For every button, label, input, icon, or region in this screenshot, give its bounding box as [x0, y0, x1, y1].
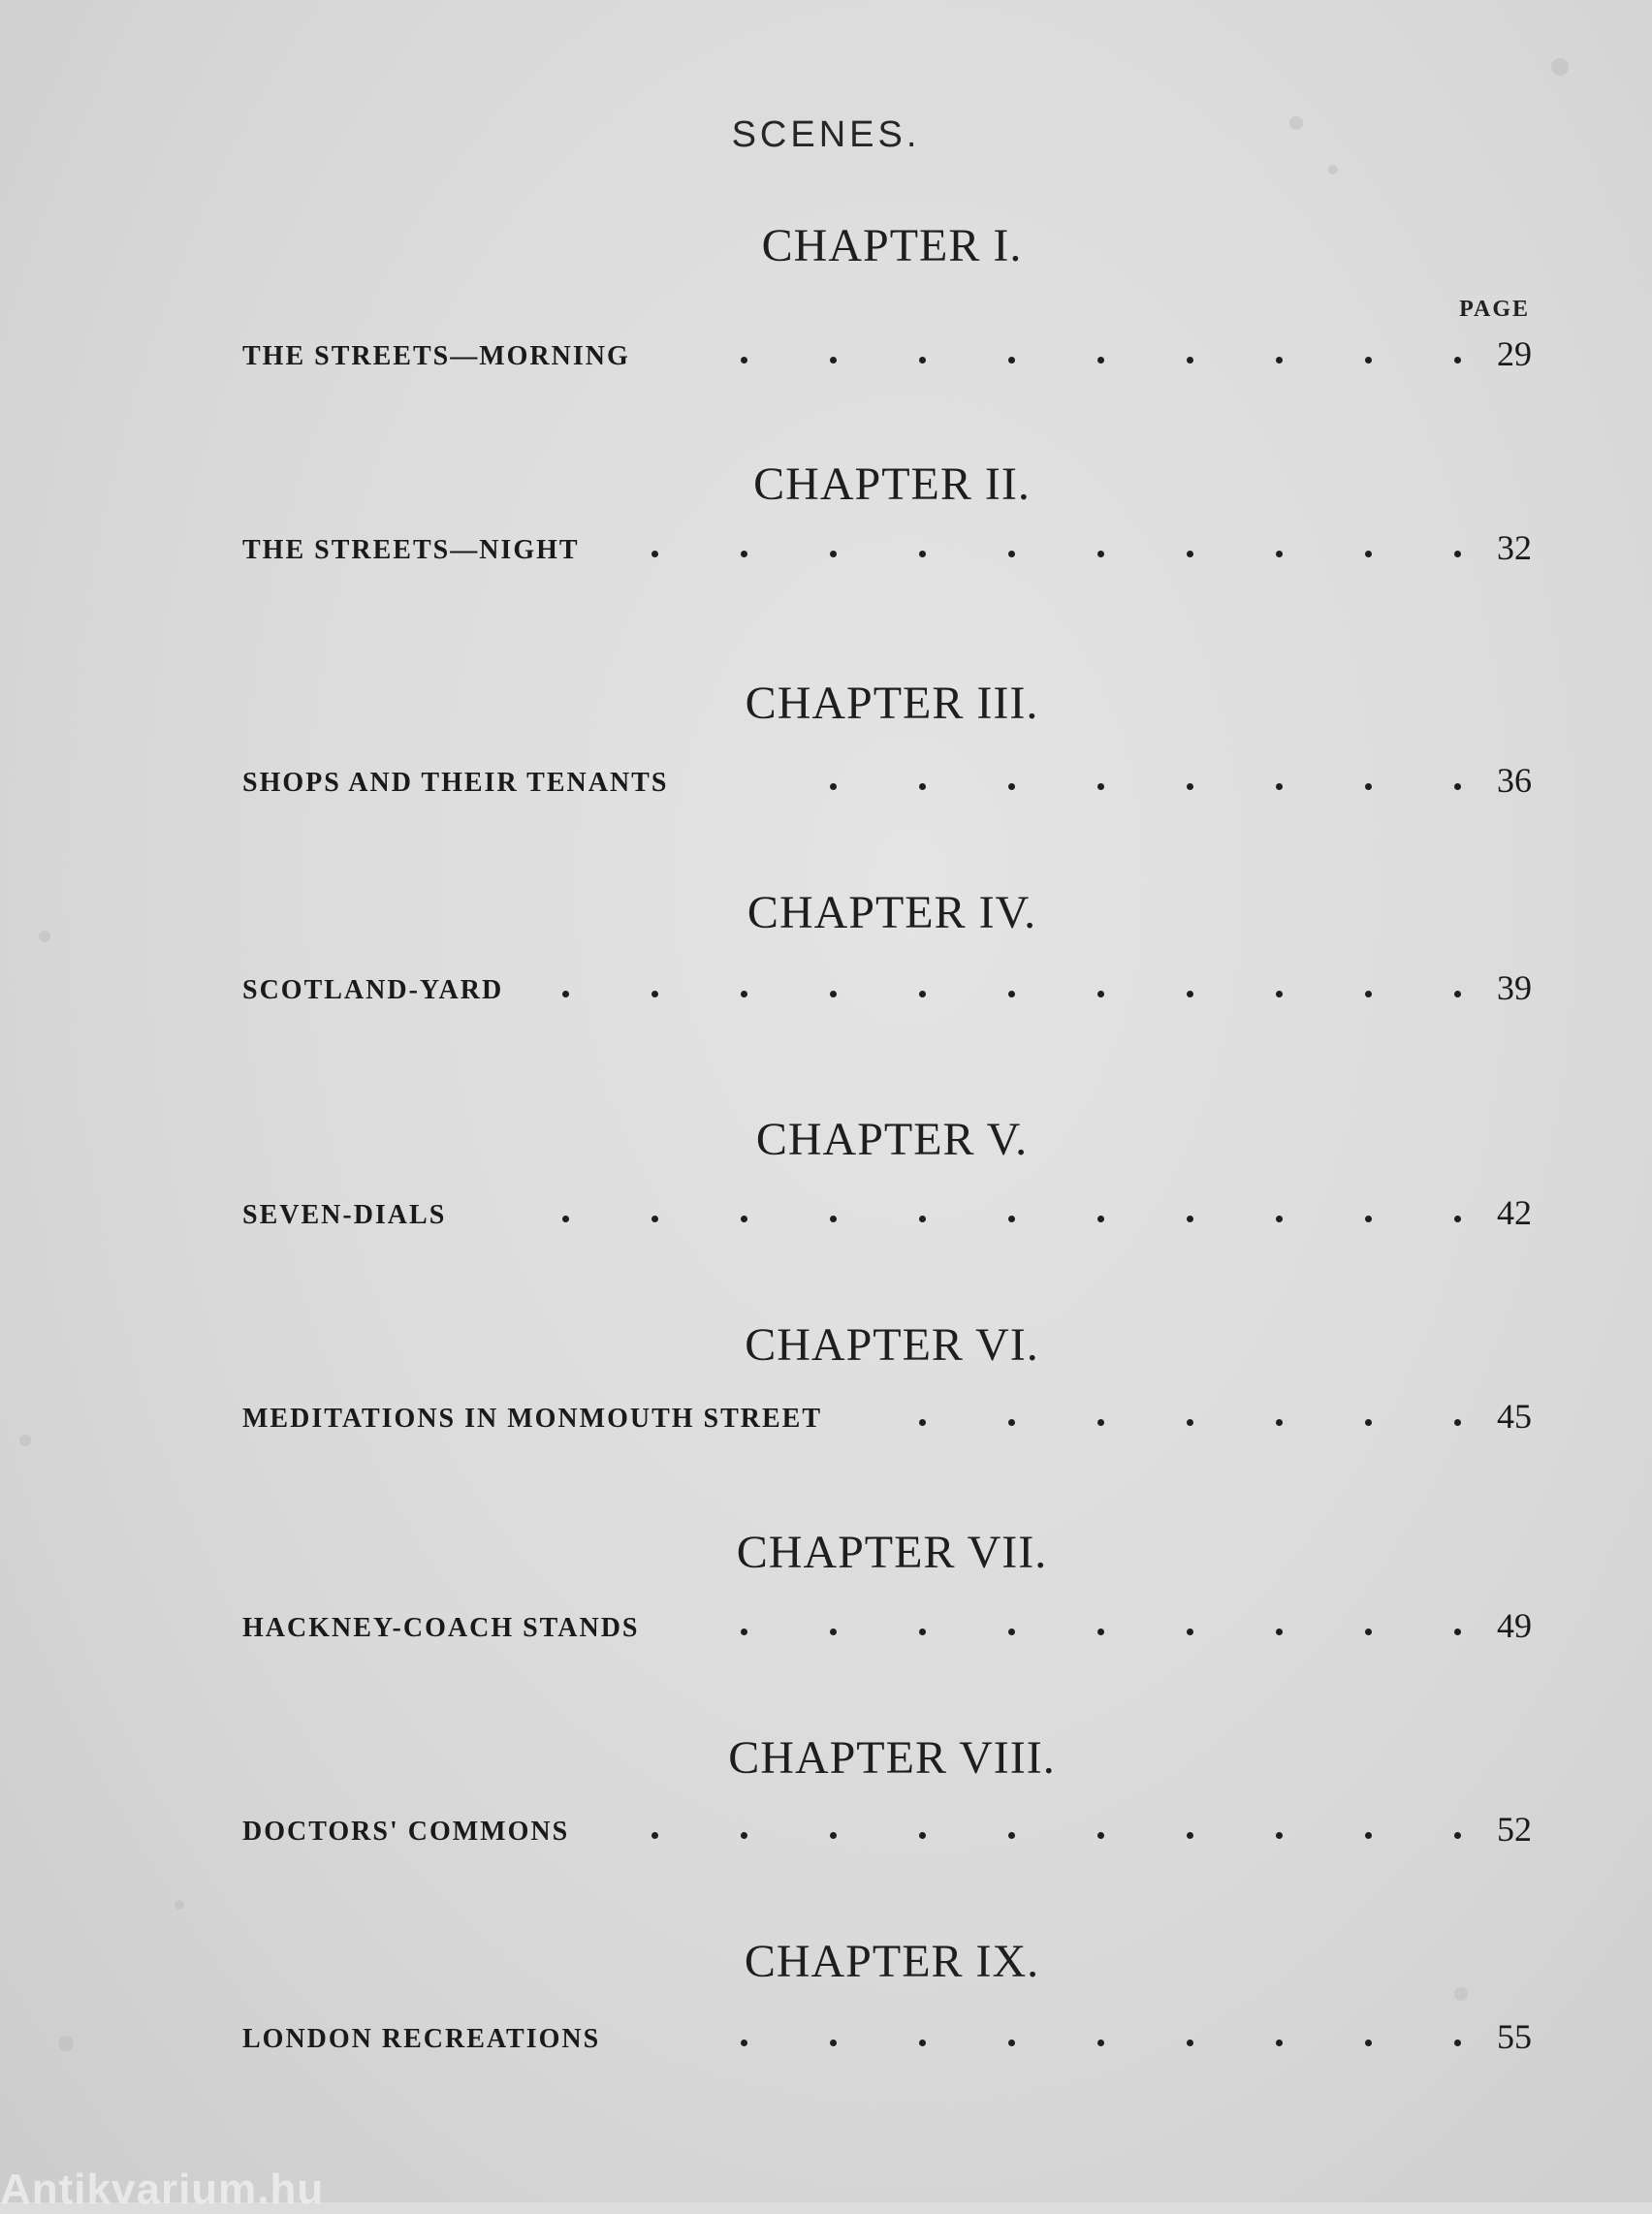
leader-dot [1365, 783, 1372, 790]
leader-dot [1454, 1629, 1461, 1635]
leader-dot [1008, 1419, 1015, 1426]
leader-dot [1365, 2040, 1372, 2046]
leader-dot [741, 2040, 747, 2046]
leader-dot [1454, 551, 1461, 557]
leader-dot [741, 1216, 747, 1222]
leader-dot [1097, 991, 1104, 997]
leader-dot [1008, 783, 1015, 790]
leader-dot [1097, 1832, 1104, 1839]
toc-entry[interactable] [242, 1605, 1532, 1654]
dot-leader [669, 357, 1454, 364]
watermark: Antikvarium.hu [0, 2166, 325, 2213]
paper-speck [1551, 58, 1569, 76]
leader-dot [919, 2040, 926, 2046]
chapter-heading: CHAPTER V. [755, 1114, 1029, 1165]
leader-dot [919, 1419, 926, 1426]
entry-page-number: 29 [1497, 334, 1532, 373]
toc-entry[interactable] [242, 967, 1532, 1016]
entry-title: SHOPS AND THEIR TENANTS [242, 768, 669, 798]
leader-dot [830, 1629, 837, 1635]
toc-entry[interactable] [242, 1809, 1532, 1857]
leader-dot [1097, 783, 1104, 790]
page-column-header: PAGE [1459, 297, 1530, 322]
leader-dot [741, 551, 747, 557]
leader-dot [562, 991, 569, 997]
toc-entry[interactable] [242, 527, 1532, 576]
leader-dot [741, 357, 747, 364]
paper-speck [1328, 165, 1338, 174]
chapter-heading: CHAPTER VIII. [728, 1732, 1056, 1784]
leader-dot [1276, 1832, 1283, 1839]
leader-dot [1187, 1832, 1193, 1839]
leader-dot [1276, 1419, 1283, 1426]
chapter-heading: CHAPTER IV. [747, 887, 1037, 938]
leader-dot [1097, 1419, 1104, 1426]
leader-dot [1276, 551, 1283, 557]
dot-leader [630, 1832, 1454, 1840]
entry-page-number: 55 [1497, 2017, 1532, 2056]
entry-title: THE STREETS—NIGHT [242, 535, 580, 565]
entry-title: HACKNEY-COACH STANDS [242, 1613, 640, 1643]
chapter-heading: CHAPTER VI. [745, 1319, 1039, 1371]
leader-dot [830, 991, 837, 997]
leader-dot [1187, 551, 1193, 557]
leader-dot [1365, 991, 1372, 997]
leader-dot [919, 1629, 926, 1635]
chapter-heading: CHAPTER IX. [744, 1936, 1040, 1987]
chapter-heading: CHAPTER III. [745, 678, 1039, 729]
leader-dot [1187, 1629, 1193, 1635]
entry-title: DOCTORS' COMMONS [242, 1817, 570, 1847]
leader-dot [1365, 551, 1372, 557]
leader-dot [651, 1832, 658, 1839]
leader-dot [919, 551, 926, 557]
leader-dot [1365, 1216, 1372, 1222]
leader-dot [1276, 1216, 1283, 1222]
leader-dot [1276, 2040, 1283, 2046]
paper-speck [175, 1900, 184, 1910]
leader-dot [1454, 1216, 1461, 1222]
leader-dot [1187, 1216, 1193, 1222]
leader-dot [830, 357, 837, 364]
leader-dot [1454, 1832, 1461, 1839]
leader-dot [1008, 1832, 1015, 1839]
leader-dot [1276, 783, 1283, 790]
leader-dot [919, 1832, 926, 1839]
paper-speck [58, 2036, 74, 2051]
entry-page-number: 36 [1497, 761, 1532, 800]
leader-dot [1454, 1419, 1461, 1426]
entry-page-number: 39 [1497, 968, 1532, 1007]
leader-dot [830, 783, 837, 790]
section-title: SCENES. [731, 114, 921, 155]
leader-dot [1008, 1629, 1015, 1635]
leader-dot [1187, 357, 1193, 364]
dot-leader [485, 1216, 1454, 1223]
leader-dot [1097, 2040, 1104, 2046]
leader-dot [1276, 357, 1283, 364]
leader-dot [1097, 1216, 1104, 1222]
leader-dot [1187, 2040, 1193, 2046]
chapter-heading: CHAPTER II. [753, 459, 1031, 510]
leader-dot [1187, 783, 1193, 790]
leader-dot [651, 991, 658, 997]
leader-dot [919, 1216, 926, 1222]
leader-dot [919, 783, 926, 790]
leader-dot [1008, 551, 1015, 557]
toc-entry[interactable] [242, 333, 1532, 382]
paper-speck [1454, 1987, 1468, 2001]
leader-dot [562, 1216, 569, 1222]
leader-dot [741, 991, 747, 997]
entry-title: LONDON RECREATIONS [242, 2024, 601, 2054]
leader-dot [1008, 2040, 1015, 2046]
leader-dot [651, 1216, 658, 1222]
leader-dot [1008, 1216, 1015, 1222]
dot-leader [892, 1419, 1454, 1427]
leader-dot [1454, 2040, 1461, 2046]
leader-dot [1008, 991, 1015, 997]
entry-page-number: 32 [1497, 528, 1532, 567]
dot-leader [669, 1629, 1454, 1636]
leader-dot [1276, 1629, 1283, 1635]
leader-dot [1365, 1419, 1372, 1426]
leader-dot [1008, 357, 1015, 364]
leader-dot [1365, 1629, 1372, 1635]
leader-dot [830, 1832, 837, 1839]
entry-title: SCOTLAND-YARD [242, 975, 504, 1005]
dot-leader [659, 2040, 1454, 2047]
leader-dot [741, 1629, 747, 1635]
entry-title: SEVEN-DIALS [242, 1200, 447, 1230]
toc-entry[interactable] [242, 1396, 1532, 1444]
leader-dot [1365, 1832, 1372, 1839]
entry-page-number: 42 [1497, 1193, 1532, 1232]
leader-dot [1187, 1419, 1193, 1426]
toc-entry[interactable] [242, 760, 1532, 808]
leader-dot [651, 551, 658, 557]
paper-speck [19, 1435, 31, 1446]
dot-leader [630, 551, 1454, 558]
leader-dot [1454, 357, 1461, 364]
dot-leader [756, 783, 1454, 791]
dot-leader [533, 991, 1454, 998]
entry-page-number: 45 [1497, 1397, 1532, 1436]
leader-dot [830, 2040, 837, 2046]
leader-dot [830, 1216, 837, 1222]
entry-page-number: 52 [1497, 1810, 1532, 1849]
leader-dot [1097, 357, 1104, 364]
chapter-heading: CHAPTER I. [761, 220, 1023, 271]
leader-dot [830, 551, 837, 557]
entry-title: THE STREETS—MORNING [242, 341, 630, 371]
leader-dot [1454, 783, 1461, 790]
leader-dot [1097, 551, 1104, 557]
toc-entry[interactable] [242, 1192, 1532, 1241]
leader-dot [1365, 357, 1372, 364]
entry-title: MEDITATIONS IN MONMOUTH STREET [242, 1404, 823, 1434]
toc-entry[interactable] [242, 2016, 1532, 2065]
leader-dot [1097, 1629, 1104, 1635]
chapter-heading: CHAPTER VII. [736, 1527, 1048, 1578]
entry-page-number: 49 [1497, 1606, 1532, 1645]
leader-dot [1454, 991, 1461, 997]
leader-dot [919, 991, 926, 997]
leader-dot [1187, 991, 1193, 997]
leader-dot [1276, 991, 1283, 997]
leader-dot [741, 1832, 747, 1839]
leader-dot [919, 357, 926, 364]
